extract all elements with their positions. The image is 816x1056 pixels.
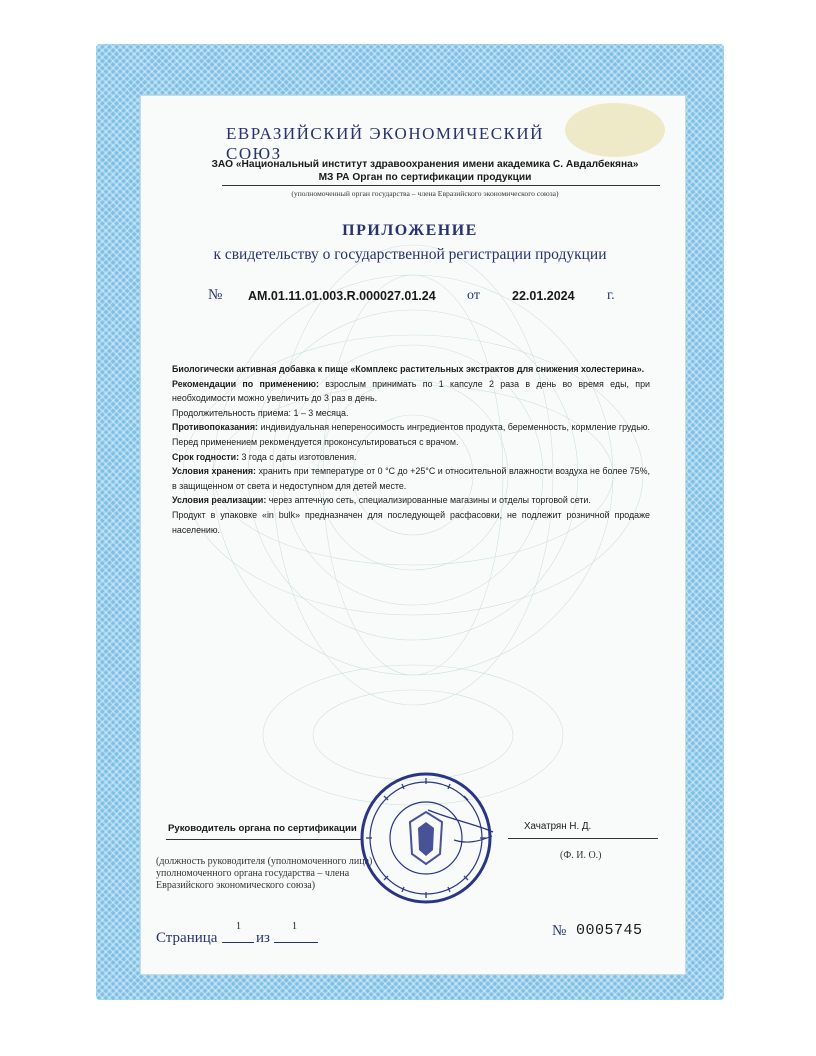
contraindications-paragraph: [172, 420, 650, 449]
appendix-subtitle: к свидетельству о государственной регистрации продукции: [213, 246, 607, 263]
storage-text: хранить при температуре от 0 °С до +25°С и относительной влажности воздуха не более 75%, в защищенном от света и недоступном для детей месте.: [172, 466, 651, 491]
page-label: Страница: [156, 930, 218, 946]
date-from-label: от: [467, 288, 480, 303]
shelf-life-paragraph: [172, 450, 650, 465]
certificate-number: AM.01.11.01.003.R.000027.01.24: [248, 289, 436, 303]
storage-label: Условия хранения:: [172, 466, 256, 477]
institute-underline: [222, 185, 660, 186]
institute-line-2: МЗ РА Орган по сертификации продукции: [318, 172, 532, 183]
sale-text: через аптечную сеть, специализированные магазины и отделы торговой сети.: [266, 495, 591, 506]
certificate-date: 22.01.2024: [512, 289, 575, 303]
sale-paragraph: [172, 493, 650, 508]
product-description: [172, 362, 650, 537]
page-of-label: из: [256, 930, 270, 946]
fio-caption: (Ф. И. О.): [560, 850, 602, 861]
contraindications-text: индивидуальная непереносимость ингредиентов продукта, беременность, кормление грудью. Перед применением рекомендуется проконсультироваться с врачом.: [172, 422, 650, 447]
page-total-line: [274, 942, 318, 943]
institute-name: [190, 158, 660, 184]
page-number: 1: [236, 921, 241, 932]
blank-number: 0005745: [576, 922, 643, 939]
contraindications-label: Противопоказания:: [172, 422, 259, 433]
recommendations-paragraph: [172, 377, 650, 406]
union-title: ЕВРАЗИЙСКИЙ ЭКОНОМИЧЕСКИЙ СОЮЗ: [226, 124, 544, 163]
bulk-paragraph: Продукт в упаковке «in bulk» предназначен для последующей расфасовки, не подлежит розничной продаже населению.: [172, 509, 650, 535]
sale-label: Условия реализации:: [172, 495, 267, 506]
recommendations-text: взрослым принимать по 1 капсуле 2 раза в день во время еды, при необходимости можно увеличить до 3 раз в день.: [172, 378, 650, 404]
duration-paragraph: Продолжительность приема: 1 – 3 месяца.: [172, 407, 349, 418]
product-name: Биологически активная добавка к пище «Комплекс растительных экстрактов для снижения холестерина».: [172, 364, 645, 374]
official-seal-stamp: [358, 770, 494, 906]
institute-line-1: ЗАО «Национальный институт здравоохранения имени академика С. Авдалбекяна»: [211, 159, 639, 170]
role-caption: (должность руководителя (уполномоченного лица) уполномоченного органа государства – члена Евразийского экономического союза): [156, 856, 373, 891]
page-total: 1: [292, 921, 297, 932]
number-sign: №: [208, 287, 223, 303]
appendix-title: ПРИЛОЖЕНИЕ: [342, 222, 478, 239]
product-paragraph: [172, 362, 650, 377]
institute-caption: (уполномоченный орган государства – члена Евразийского экономического союза): [291, 189, 559, 198]
year-abbreviation: г.: [607, 288, 615, 303]
storage-paragraph: [172, 464, 650, 493]
recommendations-label: Рекомендации по применению:: [172, 378, 319, 389]
blank-number-sign: №: [552, 923, 567, 939]
signer-role-underline: [166, 839, 362, 840]
signer-role: Руководитель органа по сертификации: [168, 823, 357, 834]
page-number-line: [222, 942, 254, 943]
shelf-life-label: Срок годности:: [172, 451, 240, 462]
signer-name: Хачатрян Н. Д.: [524, 821, 592, 832]
shelf-life-text: 3 года с даты изготовления.: [239, 451, 357, 462]
signer-name-underline: [508, 838, 658, 839]
